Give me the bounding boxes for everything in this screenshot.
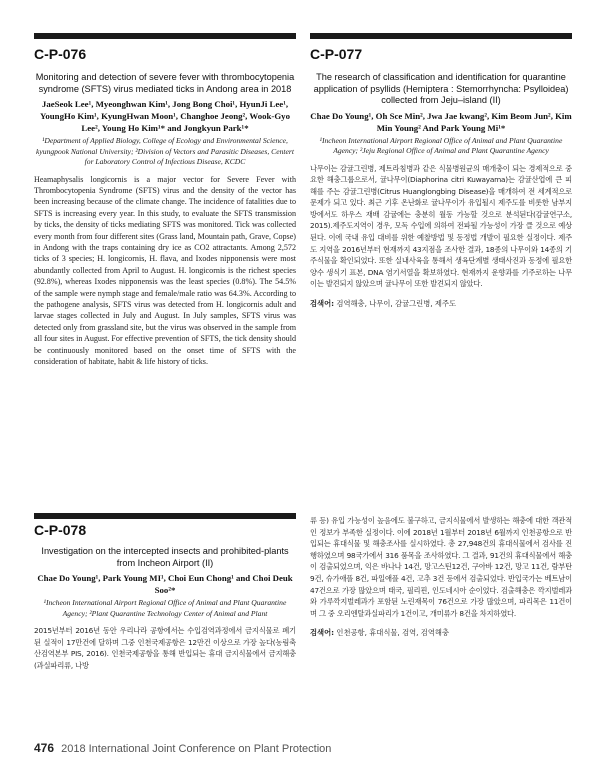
abstract-keywords (310, 627, 572, 638)
footer-text: 2018 International Joint Conference on Plant Protection (61, 743, 332, 755)
abstract-c-p-076 (34, 72, 296, 367)
section-rule (34, 513, 296, 519)
keywords-text: 인천공항, 휴대식물, 검역, 검역해충 (336, 628, 450, 638)
abstract-affiliations: ¹Incheon International Airport Regional Office of Animal and Plant Quarantine Agency; ²Jeju Regional Office of Animal and Plant Quarantine Agency (319, 135, 563, 155)
abstract-body: 나무이는 감귤그린병, 제트라침병과 같은 식물병원균의 매개충이 되는 경제적으로 중요한 해충그룹으로서, 귤나무이(Diaphorina citri Kuwayama)는 감귤산업에 큰 피해를 주는 감귤그린병(Citrus Huanglongbing Disease)을 매개하여 전 세계적으로 문제가 되고 있다. 최근 기후 온난화로 귤나무이가 유입될시 제주도를 비롯한 남부지방에서도 하우스 재배 감귤에는 충분히 월동 가능할 것으로 분석된다(감귤연구소, 2015).제주도지역이 경우, 모독 수입에 의하여 전파될 가능성이 가장 클 것으로 예상된다. 이에 국내 유입 대비를 위한 예찰방법 및 동정법 개발이 필요한 실정이다. 제주도 지역을 2016년부터 현재까지 43지점을 조사한 결과, 18종의 나무이와 14종의 기주식물을 확인되었다. 또한 실내사육을 통해서 생육단계별 생태사진과 동정에 필요한 양수 생식기 표본, DNA 염기서열을 확보하였다. 현재까지 운향과를 기주로하는 나무이는 발견되지 않았으며 귤나무이 또한 발견되지 않았다. (310, 163, 572, 289)
abstract-title: Monitoring and detection of severe fever with thrombocytopenia syndrome (SFTS) virus mediated ticks in Andong area in 2018 (35, 72, 295, 94)
keywords-label: 검색어: (310, 628, 335, 638)
abstract-c-p-078-continued (310, 515, 572, 638)
abstract-title: Investigation on the intercepted insects and prohibited-plants from Incheon Airport (II) (41, 546, 289, 568)
page-number: 476 (34, 741, 55, 755)
abstract-code: C-P-076 (34, 46, 87, 62)
section-rule (310, 33, 572, 39)
abstract-body: Heamaphysalis longicornis is a major vector for Severe Fever with Thrombocytopenia Syndrome (SFTS) virus and the density of the vector has been increasing because of the climate change. The incidence of fatalities due to SFTS is increasing every year. In this study, to evaluate the SFTS transmission by ticks, the density of ticks mediating SFTS was monitored. Tick was collected every month from four different sites (Grass land, Mountain path, Grave, Copse) in Andong with the traps containing dry ice as CO2 attractants. Among 2,572 ticks of 3 species; H. longicornis, H. flava, and Ixodes nipponensis were most abundantly collected from April to August. H. longicornis is the richest species (92.8%), whereas Ixodes nipponensis was the least species (0.8%). The 54.5% of the sample were nymph stage and female/male ratio was 64.3%. According to the pathogene analysis, SFTS virus was detected from H. longicornis adult and larvae stages collected in July and August. In July samples, SFTS virus was detected only from grassland site, but the virus was observed in the sample from all four sites in August. For effective prevention of SFTS, the tick density should be continuously monitored based on the onset time of SFTS with the consideration of habitate, habit & life history of ticks. (34, 174, 296, 366)
abstract-authors: JaeSeok Lee¹, Myeonghwan Kim¹, Jong Bong Choi¹, HyunJi Lee¹, YoungHo Kim¹, KyungHwan Moon¹, Changhoe Jeong², Wook-Gyo Lee², Young Ho Kim¹* and Jongkyun Park¹* (40, 99, 290, 133)
abstract-code: C-P-078 (34, 522, 87, 538)
abstract-body: 2015년부터 2016년 동안 우리나라 공항에서는 수입검역과정에서 금지식물로 폐기된 실적이 17만건에 달하며 그중 인천국제공항은 12만건 이상으로 가장 높다(농림축산검역본부 PIS, 2016). 인천국제공항을 통해 반입되는 휴대 금지식물에서 금지해충(과실파리류, 나방 (34, 626, 296, 670)
abstract-affiliations: ¹Department of Applied Biology, College of Ecology and Environmental Science, kyungpook National University; ²Division of Vectors and Parasitic Diseases, Centert for Laboratory Control of Infectious Disease, KCDC (36, 136, 294, 166)
abstract-c-p-077 (310, 72, 572, 309)
abstract-body-continued: 류 등) 유입 가능성이 높음에도 불구하고, 금지식물에서 발생하는 해충에 대한 객관적인 정보가 부족한 실정이다. 이에 2018년 1월부터 2018년 6월까지 인천공항으로 반입되는 휴대식물 및 해충조사를 실시하였다. 총 27,948건의 휴대식물에서 검사를 진행하였으며 98국가에서 316 품목을 조사하였다. 그 결과, 91건의 휴대식물에서 해충이 검출되었으며, 익은 바나나 14건, 망고스틴12건, 구아바 12건, 망고 11건, 람부탄 9건, 슈가애플 8건, 파일애플 4건, 고추 3건 등에서 검출되었다. 반입국가는 베트남이 47건으로 가장 많았으며 태국, 필리핀, 인도네시아 순이었다. 검출해충은 깍지벌레과와 가루깍지벌레과가 포함된 노린재목이 76건으로 가장 많았으며, 파리목은 11건이며 그 중 오리엔탈과실파리가 1건이고, 개미류가 8건을 차지하였다. (310, 516, 572, 618)
abstract-affiliations: ¹Incheon International Airport Regional Office of Animal and Plant Quarantine Agency; ²Plant Quarantine Technology Center of Animal and Plant (43, 598, 287, 618)
abstract-c-p-078 (34, 546, 296, 671)
keywords-label: 검색어: (310, 299, 335, 309)
abstract-keywords (310, 298, 572, 309)
abstract-authors: Chae Do Young¹, Park Young MI¹, Choi Eun Chong¹ and Choi Deuk Soo²* (37, 573, 293, 595)
abstract-code: C-P-077 (310, 46, 363, 62)
abstract-title: The research of classification and identification for quarantine application of psyllids (Hemiptera : Stemorrhyncha: Psylloidea) collected from Jeju–island (II) (313, 72, 569, 105)
section-rule (34, 33, 296, 39)
abstract-authors: Chae Do Young¹, Oh Sce Min², Jwa Jae kwang², Kim Beom Jun², Kim Min Young² And Park Young Mi¹* (310, 110, 572, 133)
page-footer (34, 741, 331, 755)
keywords-text: 검역해충, 나무이, 감귤그린병, 제주도 (336, 299, 457, 309)
